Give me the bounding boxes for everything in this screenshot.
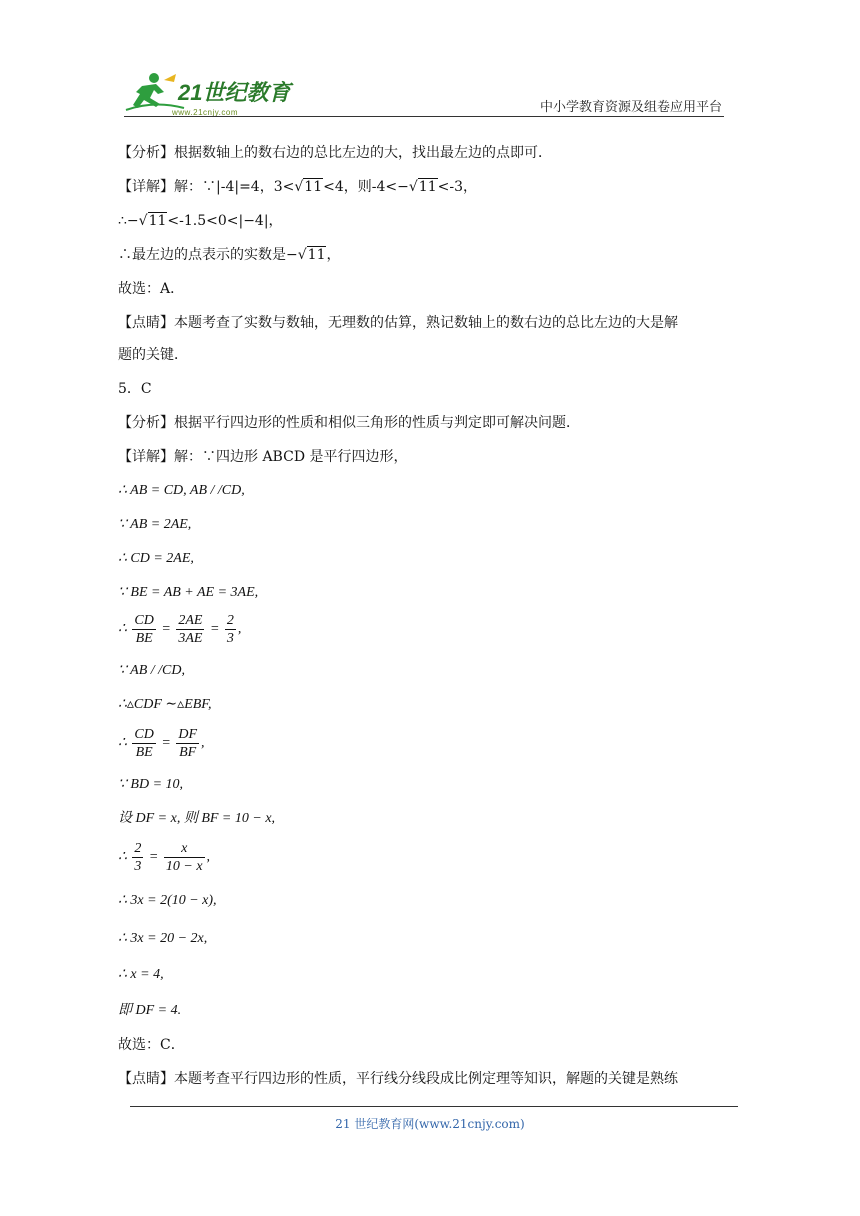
- q5-step-9: ∵ BD = 10,: [118, 777, 184, 792]
- q4-comment-line2: 题的关键．: [118, 347, 188, 363]
- q5-step-3: ∴ CD = 2AE,: [118, 551, 194, 566]
- q4-detail-a: 【详解】解：∵|-4|=4，3<: [118, 179, 295, 195]
- q5-step-1: ∴ AB = CD, AB / /CD,: [118, 483, 245, 498]
- q5-number: 5．C: [118, 381, 152, 397]
- q4-line2: ∴−√11<-1.5<0<|−4|，: [118, 213, 283, 229]
- q5-step-14: ∴ x = 4,: [118, 967, 164, 982]
- footer-divider: [130, 1106, 738, 1107]
- fraction: $\frac{2}{3}$: [134, 841, 142, 874]
- sqrt-symbol: √11: [138, 213, 167, 229]
- fraction: $\frac{DF}{BF}$: [178, 727, 197, 760]
- sqrt-symbol: √11: [294, 179, 323, 195]
- q4-detail: [118, 178, 477, 196]
- q5-step-4: ∵ BE = AB + AE = 3AE,: [118, 585, 259, 600]
- logo: [124, 70, 294, 122]
- fraction: $\frac{CD}{BE}$: [134, 613, 154, 646]
- q5-step-12: ∴ 3x = 2(10 − x),: [118, 893, 217, 908]
- q4-line3: ∴最左边的点表示的实数是−√11，: [118, 247, 341, 263]
- sqrt-symbol: √11: [408, 179, 437, 195]
- q4-comment-line1: 【点睛】本题考查了实数与数轴，无理数的估算，熟记数轴上的数右边的总比左边的大是解: [118, 315, 678, 331]
- q4-detail-c: <4，则-4<−: [323, 179, 409, 195]
- platform-title: 中小学教育资源及组卷应用平台: [539, 100, 722, 115]
- fraction: $\frac{2AE}{3AE}$: [178, 613, 203, 646]
- q5-step-15: 即 DF = 4.: [118, 1003, 182, 1018]
- q5-step-10: 设 DF = x, 则 BF = 10 − x,: [118, 811, 276, 826]
- q5-analysis: 【分析】根据平行四边形的性质和相似三角形的性质与判定即可解决问题．: [118, 415, 580, 431]
- q5-step-8: ∴ $\frac{CD}{BE}$ = $\frac{DF}{BF}$ ,: [118, 727, 205, 760]
- q5-comment: 【点睛】本题考查平行四边形的性质，平行线分线段成比例定理等知识，解题的关键是熟练: [118, 1071, 678, 1087]
- q5-detail: 【详解】解：∵四边形 ABCD 是平行四边形，: [118, 449, 408, 465]
- q5-step-5: ∴ $\frac{CD}{BE}$ = $\frac{2AE}{3AE}$ = $\frac{2}{3}$ ,: [118, 613, 242, 646]
- header-divider: [124, 116, 724, 117]
- logo-wordmark: 21世纪教育: [178, 80, 291, 105]
- q5-step-2: ∵ AB = 2AE,: [118, 517, 192, 532]
- fraction: $\frac{CD}{BE}$: [134, 727, 154, 760]
- footer-link[interactable]: 21 世纪教育网(www.21cnjy.com): [335, 1117, 525, 1131]
- q5-step-11: ∴ $\frac{2}{3}$ = $\frac{x}{10 - x}$ ,: [118, 841, 211, 874]
- q4-detail-e: <-3，: [437, 179, 477, 195]
- q5-step-6: ∵ AB / /CD,: [118, 663, 185, 678]
- fraction: $\frac{x}{10 - x}$: [165, 841, 203, 874]
- fraction: $\frac{2}{3}$: [226, 613, 234, 646]
- q4-choice: 故选：A．: [118, 281, 185, 297]
- logo-url: www.21cnjy.com: [172, 108, 238, 117]
- q5-step-13: ∴ 3x = 20 − 2x,: [118, 931, 208, 946]
- q4-analysis: 【分析】根据数轴上的数右边的总比左边的大，找出最左边的点即可．: [118, 145, 552, 161]
- q5-choice: 故选：C．: [118, 1037, 185, 1053]
- q5-step-7: ∴▵CDF ∼▵EBF,: [118, 697, 212, 712]
- sqrt-symbol: √11: [297, 247, 326, 263]
